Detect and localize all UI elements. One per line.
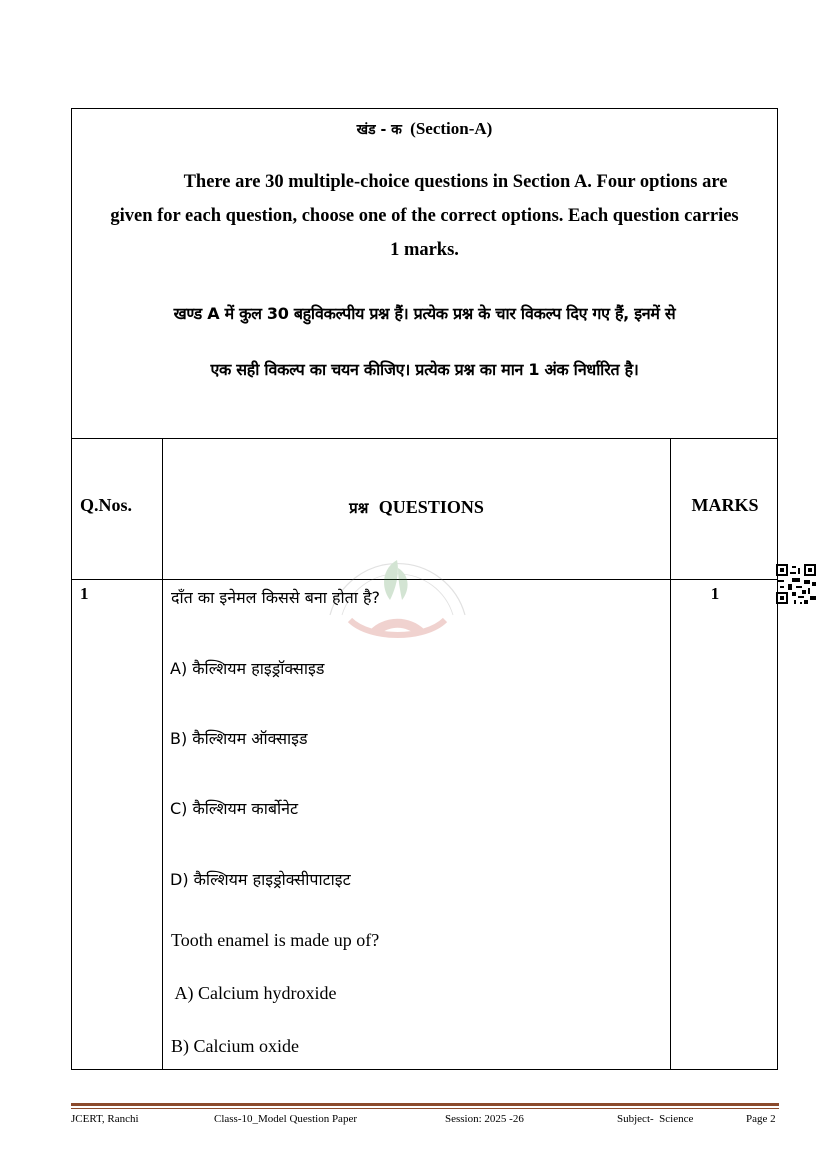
qr-code-icon (776, 564, 816, 604)
option-hindi-d: D) कैल्शियम हाइड्रोक्सीपाटाइट (170, 870, 351, 889)
instructions-hindi-line-1: खण्ड A में कुल 30 बहुविकल्पीय प्रश्न हैं। प्रत्येक प्रश्न के चार विकल्प दिए गए हैं, इनमें से (173, 304, 676, 323)
header-questions (163, 497, 670, 518)
section-title (72, 119, 777, 139)
footer-page-number: Page 2 (746, 1113, 776, 1125)
footer-rule-thin (71, 1108, 779, 1109)
footer-paper-title: Class-10_Model Question Paper (214, 1113, 357, 1125)
column-divider (670, 439, 671, 1069)
instructions-english (82, 165, 767, 267)
column-divider (162, 439, 163, 1069)
instructions-english-line-3: 1 marks. (390, 240, 459, 260)
watermark-leaf-icon (384, 560, 398, 600)
header-marks: MARKS (691, 495, 759, 515)
header-questions-english: QUESTIONS (378, 497, 484, 517)
option-hindi-b: B) कैल्शियम ऑक्साइड (170, 729, 308, 748)
question-number: 1 (80, 584, 89, 603)
header-questions-hindi: प्रश्न (349, 499, 369, 517)
option-hindi-c: C) कैल्शियम कार्बोनेट (170, 799, 299, 818)
footer-organization: JCERT, Ranchi (71, 1113, 139, 1125)
question-text-english: Tooth enamel is made up of? (171, 930, 380, 950)
footer-session: Session: 2025 -26 (445, 1113, 524, 1125)
watermark-leaf-icon (398, 568, 408, 600)
question-marks: 1 (710, 584, 720, 603)
option-hindi-a: A) कैल्शियम हाइड्रॉक्साइड (170, 659, 325, 678)
section-title-english: (Section-A) (410, 119, 493, 138)
instructions-english-line-1: There are 30 multiple-choice questions in Section A. Four options are (183, 172, 728, 192)
question-text-hindi: दाँत का इनेमल किससे बना होता है? (171, 588, 380, 607)
option-english-b: B) Calcium oxide (171, 1036, 299, 1056)
instructions-hindi-line-2: एक सही विकल्प का चयन कीजिए। प्रत्येक प्रश्न का मान 1 अंक निर्धारित है। (210, 360, 639, 379)
instructions-hindi (78, 286, 771, 398)
jcert-watermark-logo (310, 520, 485, 670)
section-title-hindi: खंड - क (356, 122, 402, 138)
footer-subject: Subject- Science (617, 1113, 694, 1125)
instructions-english-line-2: given for each question, choose one of the correct options. Each question carries (110, 206, 739, 226)
section-instructions-box (71, 108, 778, 439)
watermark-inner-arc (342, 574, 453, 615)
header-qnos: Q.Nos. (80, 495, 133, 515)
option-english-a: A) Calcium hydroxide (171, 983, 337, 1003)
footer-rule (71, 1103, 779, 1106)
